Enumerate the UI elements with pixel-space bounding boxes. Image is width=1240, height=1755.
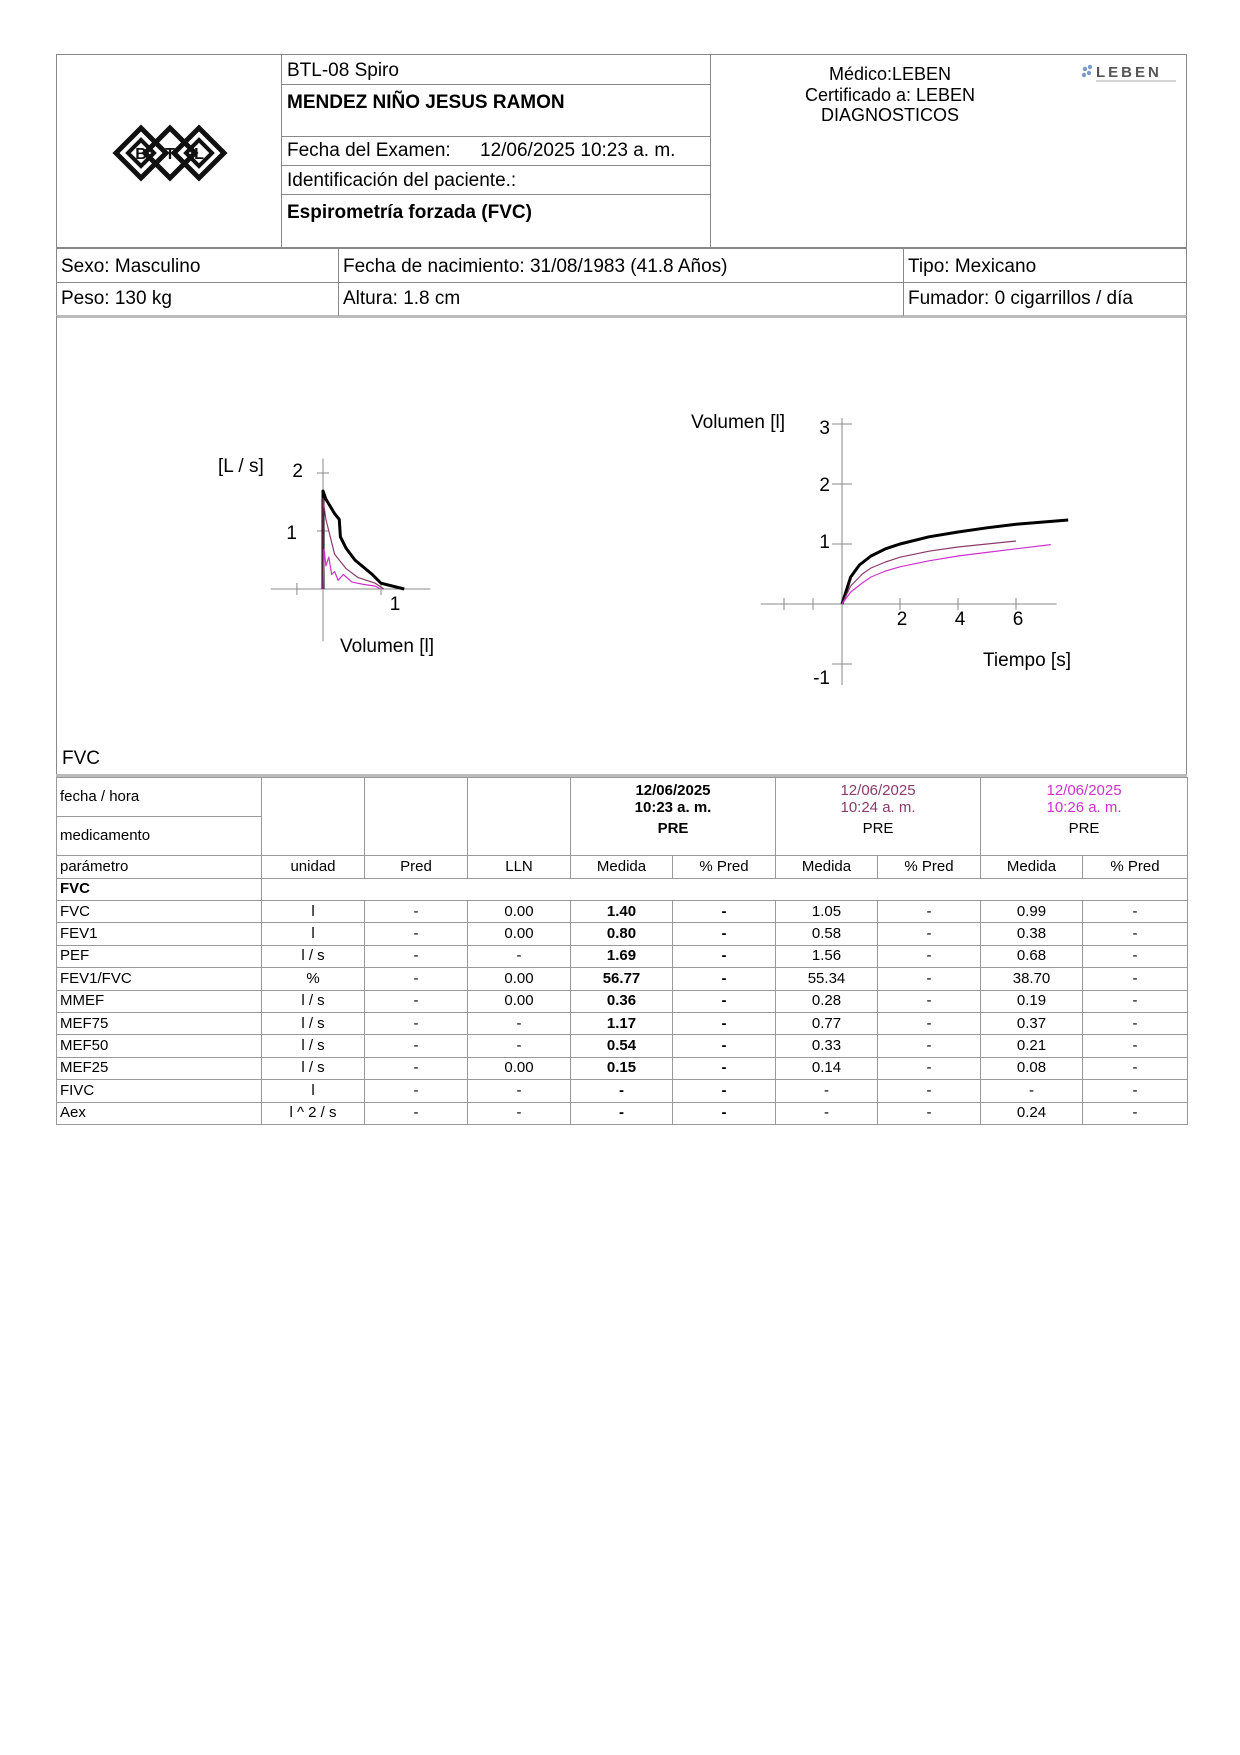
table-cell: -	[673, 1012, 776, 1034]
table-cell: -	[878, 1102, 981, 1124]
table-cell: -	[468, 1102, 571, 1124]
y-tick-label: -1	[813, 668, 830, 689]
column-header: % Pred	[1083, 856, 1188, 879]
table-cell: -	[878, 968, 981, 990]
table-cell: l / s	[262, 1035, 365, 1057]
table-cell: -	[878, 923, 981, 945]
certified-line-1: Certificado a: LEBEN	[804, 85, 976, 105]
table-cell: 0.37	[981, 1012, 1083, 1034]
header-divider	[281, 136, 711, 137]
y-axis-label: [L / s]	[218, 456, 264, 477]
table-cell: -	[981, 1080, 1083, 1102]
x-tick-label: 1	[389, 594, 401, 615]
device-name: BTL-08 Spiro	[287, 60, 399, 81]
table-row	[57, 1057, 1188, 1079]
parameter-name: FVC	[57, 901, 262, 923]
patient-height: Altura: 1.8 cm	[343, 288, 461, 309]
table-cell: 55.34	[776, 968, 878, 990]
table-cell: -	[365, 968, 468, 990]
table-cell: l	[262, 901, 365, 923]
table-cell: 0.68	[981, 945, 1083, 967]
table-cell: 1.56	[776, 945, 878, 967]
table-cell: 0.58	[776, 923, 878, 945]
patient-type: Tipo: Mexicano	[908, 256, 1037, 277]
table-cell: -	[468, 1012, 571, 1034]
table-cell: -	[1083, 968, 1188, 990]
exam-date-value: 12/06/2025 10:23 a. m.	[480, 140, 676, 161]
table-cell: -	[878, 1012, 981, 1034]
y-tick-label: 2	[292, 461, 303, 482]
header-empty-cell	[365, 778, 468, 856]
table-cell: -	[468, 945, 571, 967]
trial-1-date: 12/06/2025	[635, 782, 711, 799]
table-row	[57, 990, 1188, 1012]
table-cell: -	[365, 945, 468, 967]
svg-text:LEBEN: LEBEN	[1096, 64, 1162, 81]
patient-name: MENDEZ NIÑO JESUS RAMON	[287, 92, 565, 113]
table-row	[57, 1035, 1188, 1057]
patient-smoker: Fumador: 0 cigarrillos / día	[908, 288, 1133, 309]
table-cell: -	[878, 1035, 981, 1057]
table-cell: -	[365, 1057, 468, 1079]
table-cell: l / s	[262, 945, 365, 967]
table-cell: -	[1083, 1035, 1188, 1057]
patient-weight: Peso: 130 kg	[61, 288, 172, 309]
table-cell: -	[571, 1102, 673, 1124]
info-divider	[338, 248, 339, 316]
table-row	[57, 1102, 1188, 1124]
table-cell: -	[365, 1102, 468, 1124]
table-row	[57, 1080, 1188, 1102]
table-cell: 0.15	[571, 1057, 673, 1079]
table-cell: -	[673, 945, 776, 967]
table-cell: l	[262, 1080, 365, 1102]
table-cell: 1.05	[776, 901, 878, 923]
info-divider	[903, 248, 904, 316]
table-cell: -	[365, 923, 468, 945]
table-cell: 0.54	[571, 1035, 673, 1057]
table-cell: 0.24	[981, 1102, 1083, 1124]
patient-sex: Sexo: Masculino	[61, 256, 201, 277]
charts-panel	[56, 316, 1187, 776]
table-cell: 0.00	[468, 990, 571, 1012]
table-row	[57, 945, 1188, 967]
parameter-name: MEF25	[57, 1057, 262, 1079]
table-cell: 0.14	[776, 1057, 878, 1079]
column-header: Pred	[365, 856, 468, 879]
column-header: Medida	[981, 856, 1083, 879]
table-cell: -	[1083, 923, 1188, 945]
group-empty	[262, 878, 1188, 901]
table-cell: 0.19	[981, 990, 1083, 1012]
table-cell: 0.00	[468, 968, 571, 990]
table-cell: l / s	[262, 990, 365, 1012]
x-tick-label: 6	[1012, 609, 1024, 630]
column-header: Medida	[571, 856, 673, 879]
parameter-name: FEV1/FVC	[57, 968, 262, 990]
table-cell: -	[673, 923, 776, 945]
table-cell: 0.77	[776, 1012, 878, 1034]
table-cell: -	[878, 901, 981, 923]
charts-section-label: FVC	[62, 748, 100, 769]
table-cell: -	[468, 1080, 571, 1102]
table-cell: -	[878, 945, 981, 967]
table-cell: -	[776, 1102, 878, 1124]
column-header: % Pred	[673, 856, 776, 879]
table-cell: 1.69	[571, 945, 673, 967]
trial-3-time: 10:26 a. m.	[1046, 799, 1122, 816]
leben-logo	[1078, 62, 1182, 84]
column-header: Medida	[776, 856, 878, 879]
trial-2-time: 10:24 a. m.	[840, 799, 916, 816]
parameter-name: MEF75	[57, 1012, 262, 1034]
column-header: LLN	[468, 856, 571, 879]
table-cell: l	[262, 923, 365, 945]
header-divider	[281, 165, 711, 166]
table-row	[57, 923, 1188, 945]
patient-id-label: Identificación del paciente.:	[287, 170, 517, 191]
exam-date-label: Fecha del Examen:	[287, 140, 451, 161]
column-header-row	[57, 856, 1188, 879]
trial-2-date: 12/06/2025	[840, 782, 916, 799]
header-divider	[281, 194, 711, 195]
column-header: % Pred	[878, 856, 981, 879]
certified-line-2: DIAGNOSTICOS	[820, 105, 959, 125]
table-cell: %	[262, 968, 365, 990]
parameter-name: PEF	[57, 945, 262, 967]
parameter-name: FEV1	[57, 923, 262, 945]
column-header: parámetro	[57, 856, 262, 879]
trial-2-header	[776, 778, 981, 856]
table-cell: 0.99	[981, 901, 1083, 923]
table-cell: -	[365, 990, 468, 1012]
table-cell: 0.21	[981, 1035, 1083, 1057]
x-axis-label: Tiempo [s]	[983, 650, 1071, 671]
trial-3-med: PRE	[1068, 820, 1100, 837]
table-cell: -	[571, 1080, 673, 1102]
table-cell: 1.40	[571, 901, 673, 923]
table-cell: -	[673, 901, 776, 923]
table-cell: -	[1083, 1057, 1188, 1079]
parameter-name: FIVC	[57, 1080, 262, 1102]
test-name: Espirometría forzada (FVC)	[287, 202, 532, 223]
trial-3-header	[981, 778, 1188, 856]
table-cell: 1.17	[571, 1012, 673, 1034]
table-cell: -	[365, 1080, 468, 1102]
data-rows	[57, 901, 1188, 1125]
header-divider	[281, 84, 711, 85]
table-cell: -	[673, 968, 776, 990]
table-cell: 38.70	[981, 968, 1083, 990]
table-cell: -	[365, 1012, 468, 1034]
x-tick-label: 2	[896, 609, 908, 630]
parameter-name: Aex	[57, 1102, 262, 1124]
x-tick-label: 4	[954, 609, 966, 630]
table-cell: l ^ 2 / s	[262, 1102, 365, 1124]
table-cell: -	[673, 1080, 776, 1102]
trial-2-med: PRE	[862, 820, 894, 837]
table-row	[57, 1012, 1188, 1034]
table-row	[57, 968, 1188, 990]
table-cell: -	[776, 1080, 878, 1102]
y-axis-label: Volumen [l]	[691, 412, 785, 433]
header-empty-cell	[468, 778, 571, 856]
table-cell: -	[365, 901, 468, 923]
table-cell: -	[878, 990, 981, 1012]
x-axis-label: Volumen [l]	[340, 636, 434, 657]
table-cell: -	[878, 1057, 981, 1079]
table-cell: -	[673, 1057, 776, 1079]
medicamento-label: medicamento	[57, 817, 262, 856]
svg-text:T: T	[165, 146, 175, 163]
table-cell: l / s	[262, 1057, 365, 1079]
column-header: unidad	[262, 856, 365, 879]
y-tick-label: 3	[819, 418, 830, 439]
y-tick-label: 2	[819, 475, 830, 496]
table-cell: -	[468, 1035, 571, 1057]
table-cell: 0.00	[468, 1057, 571, 1079]
table-cell: 56.77	[571, 968, 673, 990]
table-cell: -	[1083, 1012, 1188, 1034]
svg-text:L: L	[194, 146, 204, 163]
group-label: FVC	[57, 878, 262, 901]
table-cell: 0.08	[981, 1057, 1083, 1079]
y-tick-label: 1	[286, 523, 297, 544]
table-cell: -	[878, 1080, 981, 1102]
fecha-hora-label: fecha / hora	[57, 778, 262, 817]
table-cell: -	[1083, 1102, 1188, 1124]
results-table	[56, 777, 1188, 1125]
table-cell: -	[1083, 901, 1188, 923]
table-cell: -	[673, 990, 776, 1012]
table-cell: -	[673, 1035, 776, 1057]
table-cell: -	[365, 1035, 468, 1057]
svg-text:B: B	[135, 146, 147, 163]
doctor-name: Médico:LEBEN	[828, 64, 952, 84]
trial-1-time: 10:23 a. m.	[634, 799, 712, 816]
trial-1-med: PRE	[657, 820, 689, 837]
parameter-name: MMEF	[57, 990, 262, 1012]
info-divider	[56, 282, 1187, 283]
table-cell: 0.38	[981, 923, 1083, 945]
table-cell: -	[673, 1102, 776, 1124]
trial-1-header	[571, 778, 776, 856]
table-cell: -	[1083, 990, 1188, 1012]
group-row	[57, 878, 1188, 901]
table-cell: -	[1083, 1080, 1188, 1102]
table-cell: 0.80	[571, 923, 673, 945]
table-row	[57, 901, 1188, 923]
patient-birth: Fecha de nacimiento: 31/08/1983 (41.8 Años)	[343, 256, 728, 277]
table-cell: 0.00	[468, 923, 571, 945]
table-cell: 0.33	[776, 1035, 878, 1057]
y-tick-label: 1	[819, 532, 830, 553]
table-cell: -	[1083, 945, 1188, 967]
table-cell: 0.28	[776, 990, 878, 1012]
trial-3-date: 12/06/2025	[1046, 782, 1122, 799]
parameter-name: MEF50	[57, 1035, 262, 1057]
header-empty-cell	[262, 778, 365, 856]
table-cell: 0.00	[468, 901, 571, 923]
table-cell: l / s	[262, 1012, 365, 1034]
table-cell: 0.36	[571, 990, 673, 1012]
btl-logo	[112, 124, 228, 182]
